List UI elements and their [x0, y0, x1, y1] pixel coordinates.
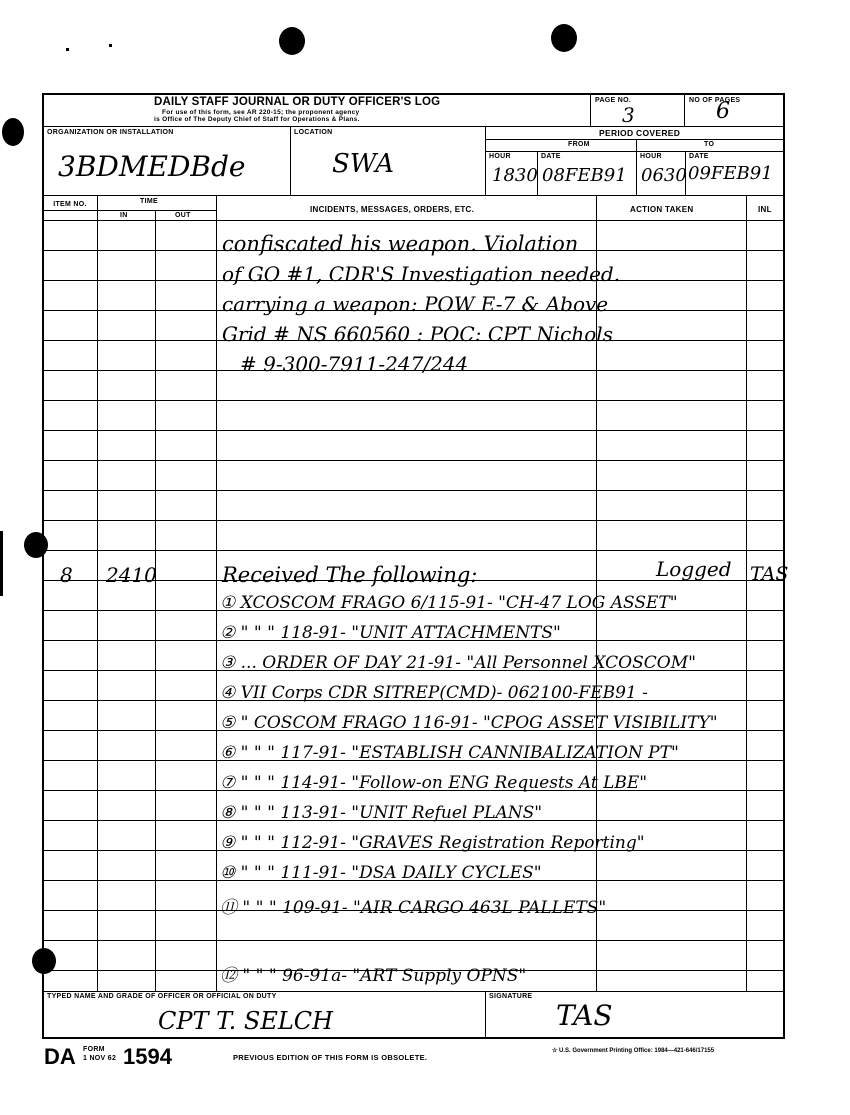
scan-edge-mark — [0, 531, 3, 596]
punch-hole-top-left — [279, 27, 305, 55]
entry8-line-1: ① XCOSCOM FRAGO 6/115-91- "CH-47 LOG ASSET" — [220, 593, 678, 613]
from-date-value: 08FEB91 — [542, 165, 627, 186]
entry-line-3: carrying a weapon: POW E-7 & Above — [222, 292, 609, 316]
journal-row-rule — [44, 550, 785, 551]
col-item-label: ITEM NO. — [53, 201, 87, 208]
entry8-heading: Received The following: — [222, 563, 478, 587]
from-hour-value: 1830 — [492, 165, 538, 186]
officer-value: CPT T. SELCH — [158, 1007, 334, 1035]
journal-row-rule — [44, 430, 785, 431]
from-date-label: DATE — [541, 153, 561, 160]
no-of-pages-value: 6 — [716, 99, 730, 124]
col-in-label: IN — [120, 212, 128, 219]
col-incidents-label: INCIDENTS, MESSAGES, ORDERS, ETC. — [310, 205, 475, 214]
entry8-line-5: ⑤ " COSCOM FRAGO 116-91- "CPOG ASSET VISIBILITY" — [220, 713, 718, 733]
journal-row-rule — [44, 520, 785, 521]
page-no-value: 3 — [622, 103, 635, 127]
form-title: DAILY STAFF JOURNAL OR DUTY OFFICER'S LOG — [154, 96, 441, 108]
entry8-item: 8 — [60, 563, 73, 587]
to-date-label: DATE — [689, 153, 709, 160]
to-hour-label: HOUR — [640, 153, 662, 160]
entry-line-1: confiscated his weapon. Violation — [222, 232, 579, 256]
entry8-line-11: ⑪ " " " 109-91- "AIR CARGO 463L PALLETS" — [220, 898, 607, 918]
journal-row-rule — [44, 940, 785, 941]
scan-speck — [66, 48, 69, 51]
form-subtitle-2: is Office of The Deputy Chief of Staff for Operations & Plans. — [154, 116, 360, 123]
entry8-line-12: ⑫ " " " 96-91a- "ART Supply OPNS" — [220, 966, 527, 986]
to-label: TO — [704, 141, 715, 148]
col-action-label: ACTION TAKEN — [630, 205, 694, 214]
entry8-line-10: ⑩ " " " 111-91- "DSA DAILY CYCLES" — [220, 863, 542, 883]
scan-speck — [109, 44, 112, 47]
col-out-label: OUT — [175, 212, 191, 219]
footer-previous-edition: PREVIOUS EDITION OF THIS FORM IS OBSOLETE. — [233, 1053, 428, 1062]
footer-da: DA — [44, 1044, 76, 1069]
entry8-line-9: ⑨ " " " 112-91- "GRAVES Registration Reporting" — [220, 833, 645, 853]
col-time-label: TIME — [140, 198, 158, 205]
entry8-line-6: ⑥ " " " 117-91- "ESTABLISH CANNIBALIZATION PT" — [220, 743, 679, 763]
footer-form-date: 1 NOV 62 — [83, 1055, 117, 1062]
entry-line-4: Grid # NS 660560 : POC: CPT Nichols — [222, 322, 613, 346]
journal-row-rule — [44, 460, 785, 461]
entry-line-5: # 9-300-7911-247/244 — [240, 352, 469, 376]
entry8-line-2: ② " " " 118-91- "UNIT ATTACHMENTS" — [220, 623, 561, 643]
period-covered-label: PERIOD COVERED — [599, 128, 681, 138]
footer-gpo: ☆ U.S. Government Printing Office: 1984—421-646/17155 — [552, 1048, 715, 1054]
from-label: FROM — [568, 141, 590, 148]
footer-form-word: FORM — [83, 1046, 105, 1053]
entry8-initials: TAS — [750, 563, 789, 585]
entry8-line-7: ⑦ " " " 114-91- "Follow-on ENG Requests At LBE" — [220, 773, 648, 793]
to-hour-value: 0630 — [641, 165, 687, 186]
no-of-pages-label: NO OF PAGES — [689, 97, 741, 104]
journal-row-rule — [44, 400, 785, 401]
form-subtitle-1: For use of this form, see AR 220-15; the proponent agency — [162, 109, 360, 116]
punch-hole-left-1 — [2, 118, 24, 146]
location-label: LOCATION — [294, 129, 333, 136]
entry8-line-8: ⑧ " " " 113-91- "UNIT Refuel PLANS" — [220, 803, 543, 823]
from-hour-label: HOUR — [489, 153, 511, 160]
entry8-line-4: ④ VII Corps CDR SITREP(CMD)- 062100-FEB91 - — [220, 683, 648, 703]
col-inl-label: INL — [758, 205, 772, 214]
punch-hole-top-right — [551, 24, 577, 52]
footer-form-no: 1594 — [123, 1044, 172, 1069]
officer-label: TYPED NAME AND GRADE OF OFFICER OR OFFICIAL ON DUTY — [47, 993, 277, 1000]
entry8-time-in: 2410 — [106, 563, 157, 587]
to-date-value: 09FEB91 — [688, 163, 773, 184]
signature-value: TAS — [556, 999, 613, 1032]
org-label: ORGANIZATION OR INSTALLATION — [47, 129, 174, 136]
entry8-action: Logged — [656, 557, 732, 581]
page-no-label: PAGE NO. — [595, 97, 632, 104]
signature-label: SIGNATURE — [489, 993, 533, 1000]
journal-form — [42, 93, 789, 1039]
journal-row-rule — [44, 490, 785, 491]
location-value: SWA — [332, 149, 395, 179]
entry8-line-3: ③ ... ORDER OF DAY 21-91- "All Personnel XCOSCOM" — [220, 653, 696, 673]
entry-line-2: of GO #1, CDR'S Investigation needed. — [222, 262, 621, 286]
org-value: 3BDMEDBde — [58, 150, 246, 183]
